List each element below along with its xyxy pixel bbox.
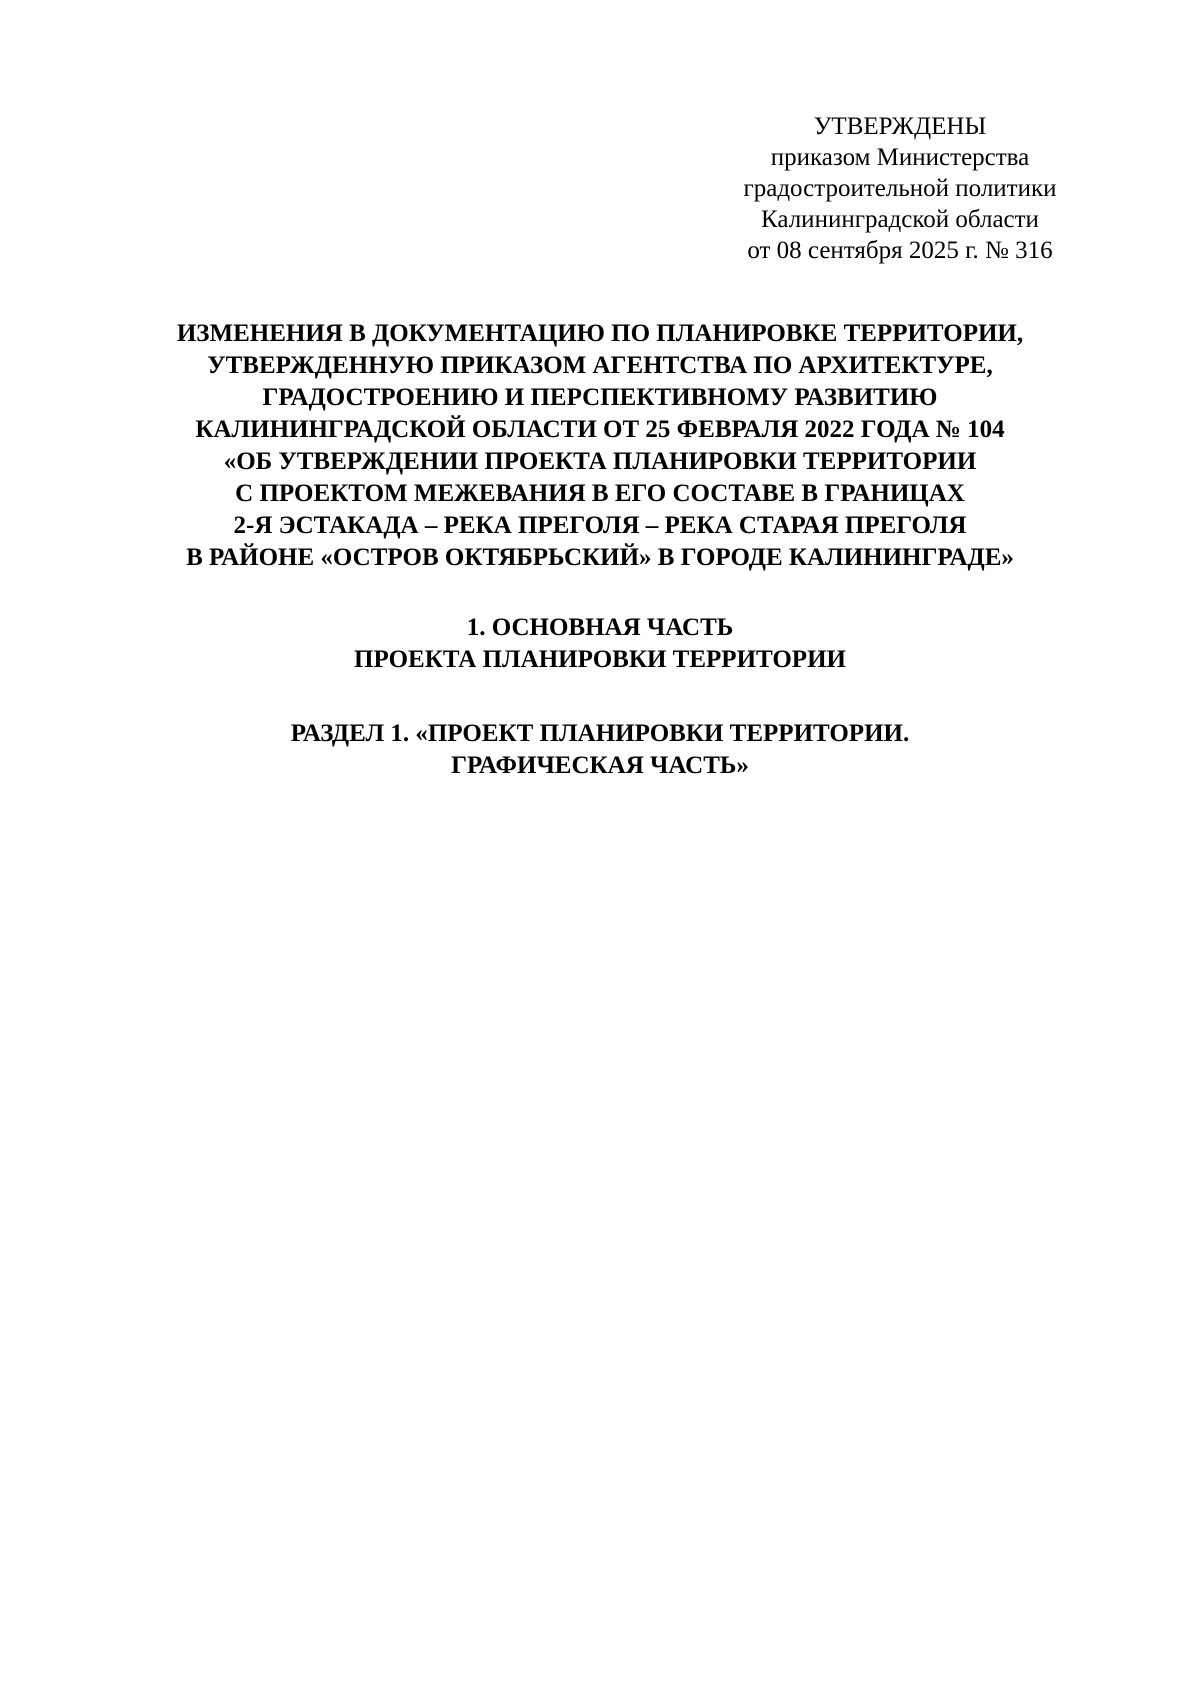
title-line: УТВЕРЖДЕННУЮ ПРИКАЗОМ АГЕНТСТВА ПО АРХИТЕКТУРЕ, [207, 352, 993, 379]
approval-heading: УТВЕРЖДЕНЫ [813, 113, 987, 140]
title-line: «ОБ УТВЕРЖДЕНИИ ПРОЕКТА ПЛАНИРОВКИ ТЕРРИТОРИИ [223, 448, 977, 475]
part-heading-line: 1. ОСНОВНАЯ ЧАСТЬ [466, 614, 734, 641]
document-title [100, 318, 1100, 574]
title-line: С ПРОЕКТОМ МЕЖЕВАНИЯ В ЕГО СОСТАВЕ В ГРАНИЦАХ [235, 480, 965, 507]
section-heading-line: РАЗДЕЛ 1. «ПРОЕКТ ПЛАНИРОВКИ ТЕРРИТОРИИ. [290, 720, 910, 747]
approval-date-number: от 08 сентября 2025 г. № 316 [747, 237, 1053, 264]
approval-line: Калининградской области [761, 206, 1039, 233]
title-line: 2-Я ЭСТАКАДА – РЕКА ПРЕГОЛЯ – РЕКА СТАРАЯ ПРЕГОЛЯ [233, 512, 967, 539]
part-heading-line: ПРОЕКТА ПЛАНИРОВКИ ТЕРРИТОРИИ [354, 646, 846, 673]
title-line: ИЗМЕНЕНИЯ В ДОКУМЕНТАЦИЮ ПО ПЛАНИРОВКЕ ТЕРРИТОРИИ, [176, 320, 1024, 347]
title-line: КАЛИНИНГРАДСКОЙ ОБЛАСТИ ОТ 25 ФЕВРАЛЯ 2022 ГОДА № 104 [195, 416, 1005, 443]
approval-block [700, 111, 1100, 266]
title-line: ГРАДОСТРОЕНИЮ И ПЕРСПЕКТИВНОМУ РАЗВИТИЮ [262, 384, 938, 411]
title-line: В РАЙОНЕ «ОСТРОВ ОКТЯБРЬСКИЙ» В ГОРОДЕ КАЛИНИНГРАДЕ» [186, 544, 1014, 571]
approval-line: приказом Министерства [770, 144, 1030, 171]
section-heading [100, 718, 1100, 782]
part-heading [100, 612, 1100, 676]
section-heading-line: ГРАФИЧЕСКАЯ ЧАСТЬ» [451, 752, 749, 779]
approval-line: градостроительной политики [743, 175, 1057, 202]
